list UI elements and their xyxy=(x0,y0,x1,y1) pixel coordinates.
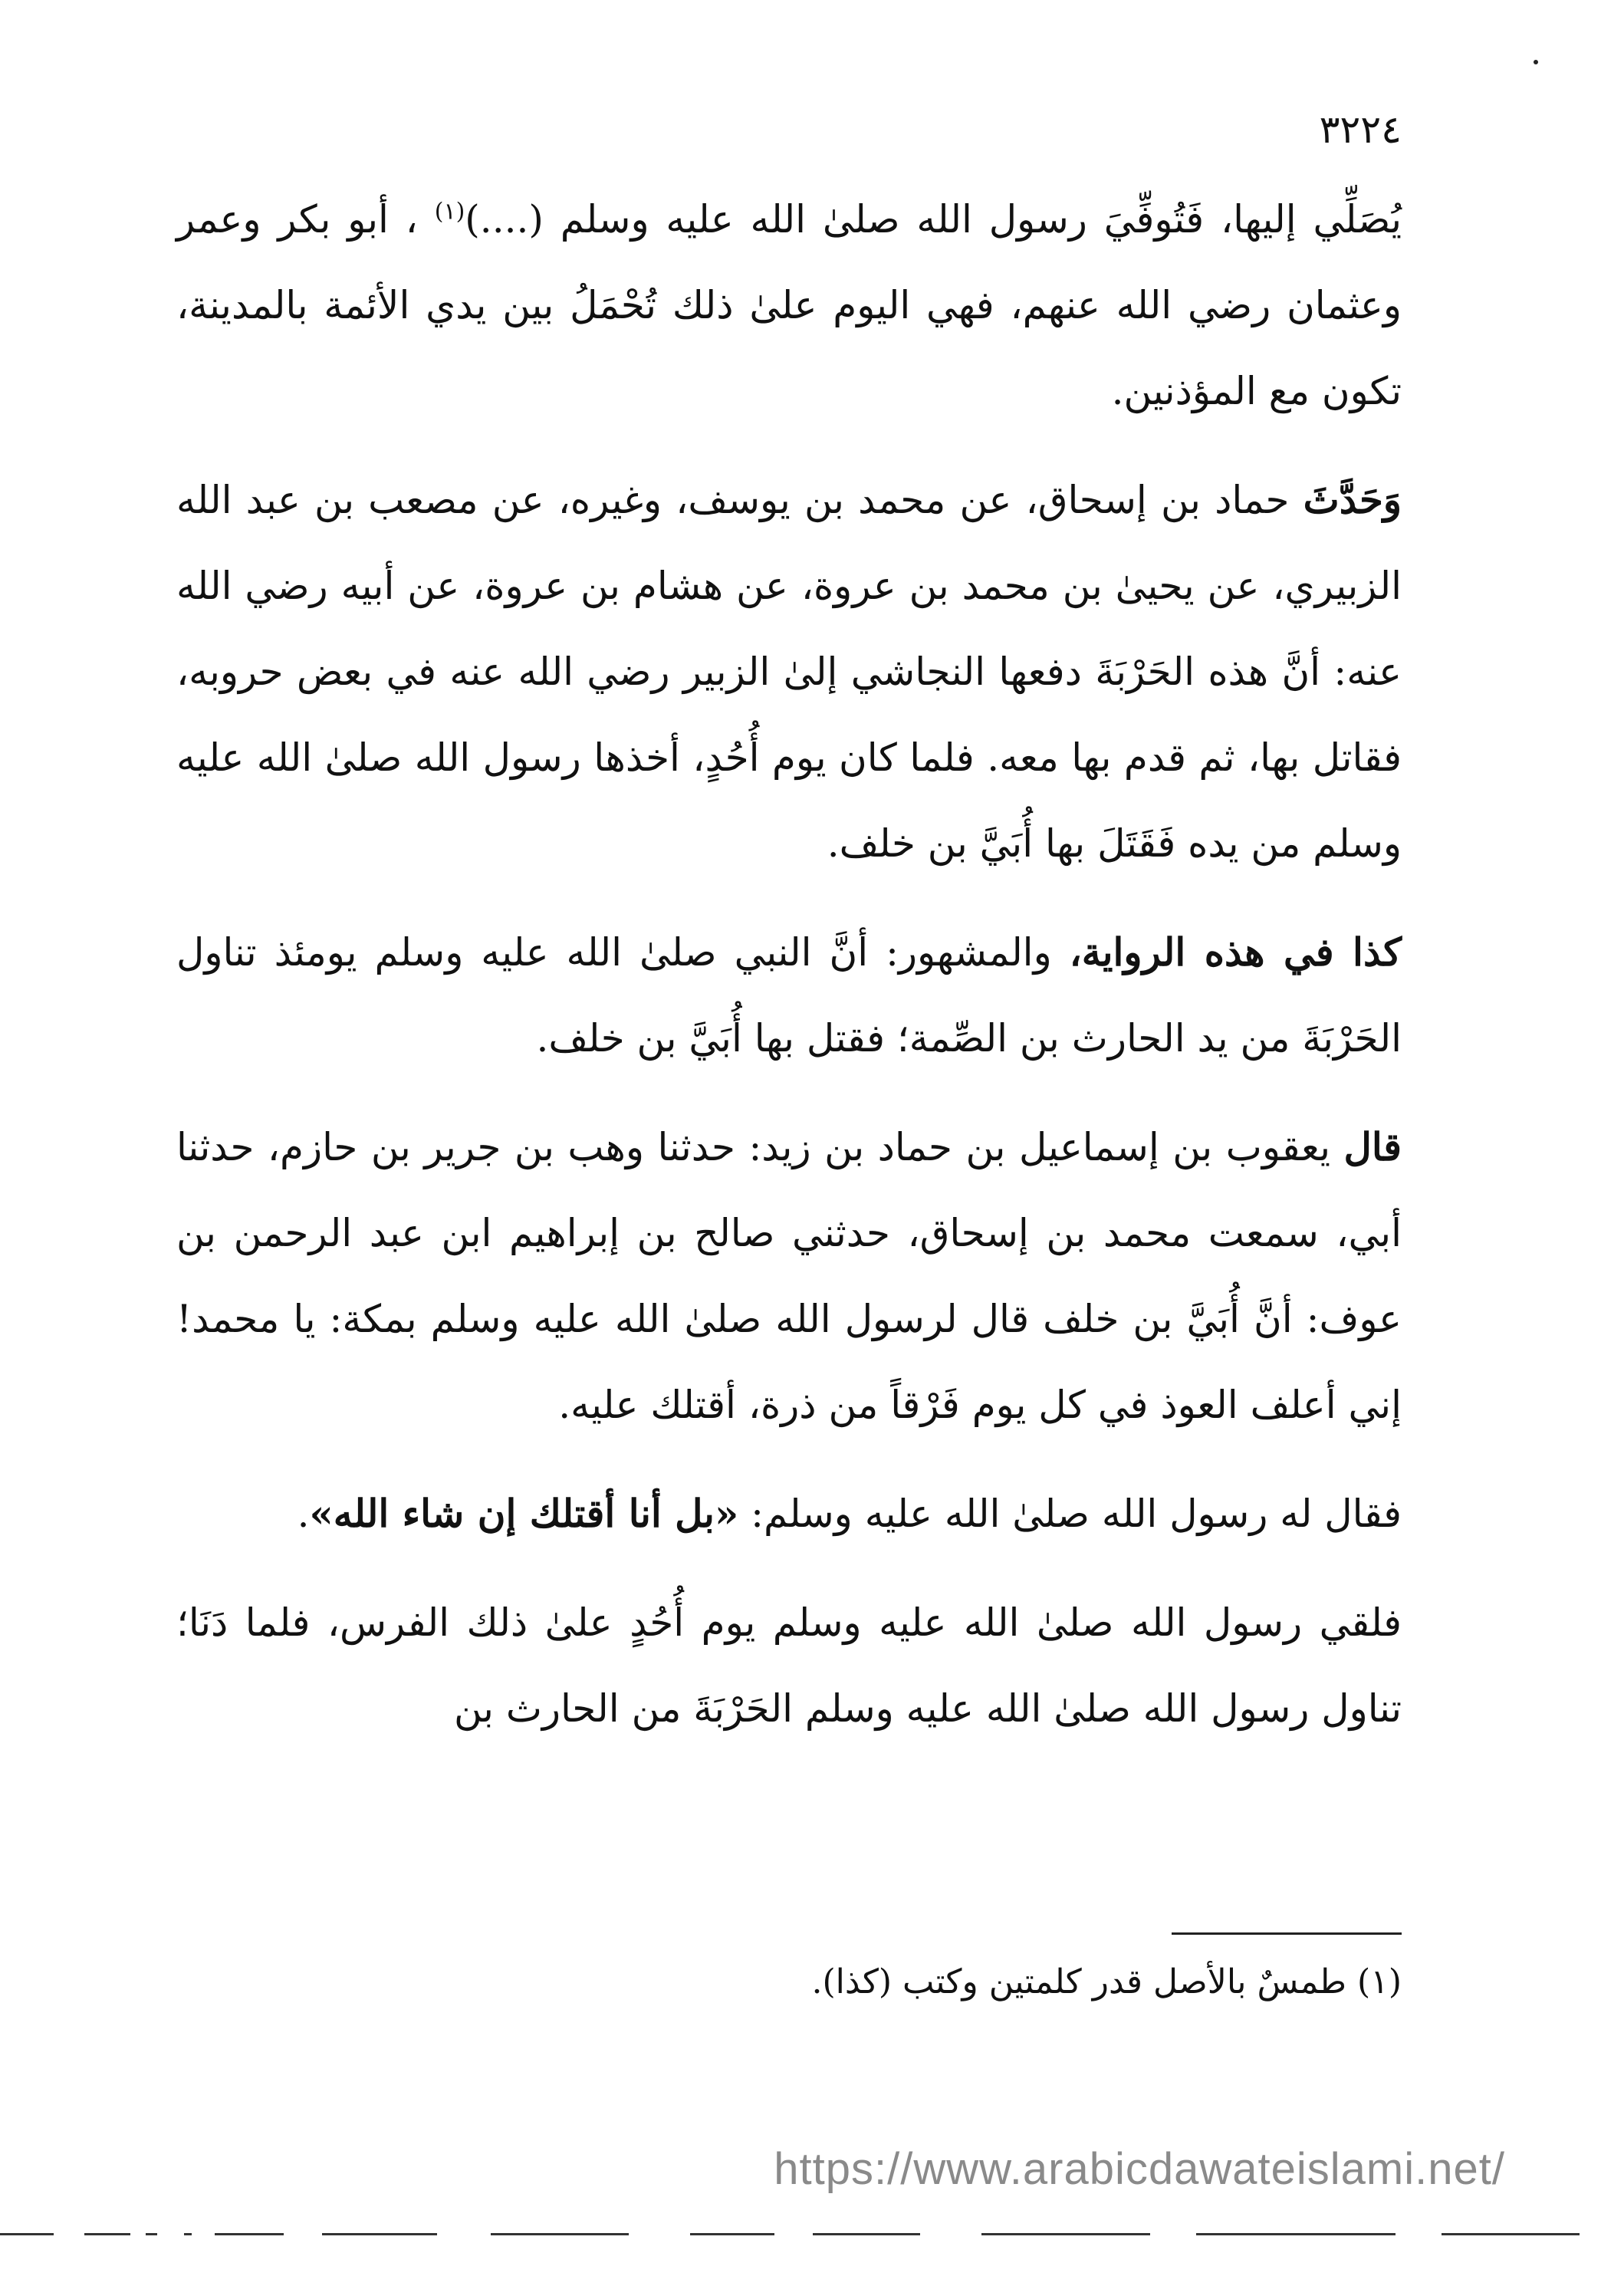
scan-mark xyxy=(690,2233,774,2235)
footnote-divider xyxy=(1172,1932,1402,1935)
paragraph-text: يُصَلِّي إليها، فَتُوفِّيَ رسول الله صلىٰ الله عليه وسلم (....) xyxy=(465,197,1402,242)
scan-mark xyxy=(813,2233,920,2235)
scan-mark xyxy=(84,2233,130,2235)
scan-mark xyxy=(184,2233,192,2235)
footnote: (١) طمسٌ بالأصل قدر كلمتين وكتب (كذا). xyxy=(811,1962,1402,2001)
paragraph-lead-word: قال xyxy=(1343,1124,1402,1169)
paragraph-text: فقال له رسول الله صلىٰ الله عليه وسلم: xyxy=(738,1492,1402,1536)
scan-mark xyxy=(322,2233,437,2235)
paragraph-lead-word: كذا في هذه الرواية، xyxy=(1069,929,1402,975)
footnote-reference: (١) xyxy=(434,198,465,225)
paragraph-text: حماد بن إسحاق، عن محمد بن يوسف، وغيره، عن مصعب بن عبد الله الزبيري، عن يحيىٰ بن محمد بن عروة، عن هشام بن عروة، عن أبيه رضي الله عنه: أنَّ هذه الحَرْبَةَ دفعها النجاشي إلىٰ الزبير رضي الله عنه في بعض حروبه، فقاتل بها، ثم قدم بها معه. فلما كان يوم أُحُدٍ، أخذها رسول الله صلىٰ الله عليه وسلم من يده فَقَتَلَ بها أُبَيَّ بن خلف. xyxy=(176,478,1402,866)
scan-mark xyxy=(1442,2233,1580,2235)
quoted-speech: «بل أنا أقتلك إن شاء الله» xyxy=(309,1491,739,1536)
scan-mark xyxy=(491,2233,629,2235)
page-number: ٣٢٢٤ xyxy=(1319,107,1402,152)
scan-mark xyxy=(981,2233,1150,2235)
paragraph-text: . xyxy=(297,1492,310,1536)
scan-edge-marks xyxy=(0,2233,1624,2241)
paragraph-1 xyxy=(176,176,1402,434)
paragraph-text: يعقوب بن إسماعيل بن حماد بن زيد: حدثنا وهب بن جرير بن حازم، حدثنا أبي، سمعت محمد بن إسحاق، حدثني صالح بن إبراهيم ابن عبد الرحمن بن عوف: أنَّ أُبَيَّ بن خلف قال لرسول الله صلىٰ الله عليه وسلم بمكة: يا محمد! إني أعلف العوذ في كل يوم فَرْقاً من ذرة، أقتلك عليه. xyxy=(176,1125,1402,1427)
page-speck xyxy=(1534,60,1538,64)
main-text xyxy=(176,176,1402,1774)
paragraph-3 xyxy=(176,909,1402,1081)
scan-mark xyxy=(0,2233,54,2235)
paragraph-text: ، أبو بكر وعمر وعثمان رضي الله عنهم، فهي اليوم علىٰ ذلك تُحْمَلُ بين يدي الأئمة بالمدينة، تكون مع المؤذنين. xyxy=(176,197,1402,413)
paragraph-text: والمشهور: أنَّ النبي صلىٰ الله عليه وسلم يومئذ تناول الحَرْبَةَ من يد الحارث بن الصِّمة؛ فقتل بها أُبَيَّ بن خلف. xyxy=(176,930,1402,1061)
paragraph-6 xyxy=(176,1580,1402,1751)
scan-mark xyxy=(146,2233,157,2235)
scan-mark xyxy=(1196,2233,1396,2235)
paragraph-5 xyxy=(176,1471,1402,1557)
paragraph-4 xyxy=(176,1104,1402,1448)
source-url-watermark: https://www.arabicdawateislami.net/ xyxy=(774,2144,1505,2194)
paragraph-text: فلقي رسول الله صلىٰ الله عليه وسلم يوم أُحُدٍ علىٰ ذلك الفرس، فلما دَنَا؛ تناول رسول الله صلىٰ الله عليه وسلم الحَرْبَةَ من الحارث بن xyxy=(176,1600,1402,1731)
scan-mark xyxy=(215,2233,284,2235)
paragraph-lead-word: وَحَدَّثَ xyxy=(1303,477,1402,522)
paragraph-2 xyxy=(176,457,1402,886)
